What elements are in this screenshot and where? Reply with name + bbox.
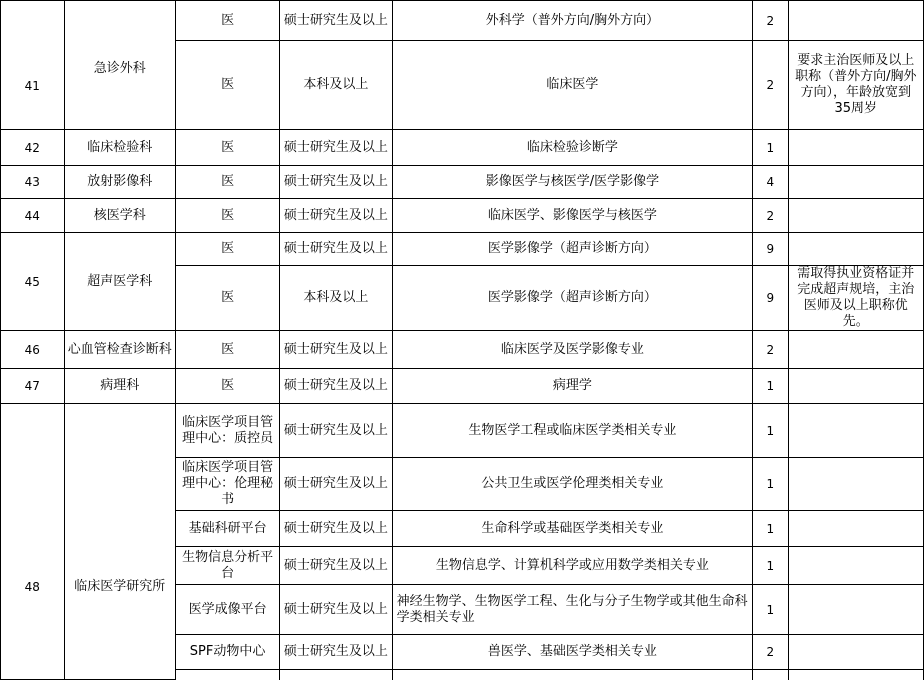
major-cell: 兽医学、基础医学类相关专业	[392, 635, 752, 670]
note-cell	[788, 635, 923, 670]
note-cell: 要求主治医师及以上职称（普外方向/胸外方向），年龄放宽到35周岁	[788, 41, 923, 130]
row-number: 42	[1, 130, 65, 166]
education-cell: 硕士研究生及以上	[280, 369, 393, 404]
major-cell: 临床医学及医学影像专业	[392, 331, 752, 369]
department-cell: 心血管检查诊断科	[64, 331, 175, 369]
position-type-cell: 生物信息分析平台	[176, 547, 280, 585]
position-type-cell: 医	[176, 233, 280, 266]
count-cell: 1	[753, 585, 788, 635]
note-cell	[788, 331, 923, 369]
position-type-cell: 医	[176, 331, 280, 369]
table-row	[1, 166, 924, 199]
row-number: 45	[1, 233, 65, 331]
education-cell: 本科及以上	[280, 266, 393, 331]
education-cell: 硕士研究生及以上	[280, 166, 393, 199]
count-cell: 1	[753, 511, 788, 547]
count-cell: 1	[753, 130, 788, 166]
education-cell: 硕士研究生及以上	[280, 130, 393, 166]
major-cell: 生命科学或基础医学类相关专业	[392, 511, 752, 547]
position-type-cell: 医学成像平台	[176, 585, 280, 635]
note-cell	[788, 130, 923, 166]
major-cell: 临床检验诊断学	[392, 130, 752, 166]
major-cell: 临床医学	[392, 41, 752, 130]
education-cell: 硕士研究生及以上	[280, 404, 393, 458]
education-cell: 硕士研究生及以上	[280, 458, 393, 511]
major-cell: 神经生物学、生物医学工程、生化与分子生物学或其他生命科学类相关专业	[392, 585, 752, 635]
education-cell: 硕士研究生及以上	[280, 233, 393, 266]
major-cell: 生物信息学、计算机科学或应用数学类相关专业	[392, 547, 752, 585]
note-cell	[788, 404, 923, 458]
row-number: 43	[1, 166, 65, 199]
table-row	[1, 331, 924, 369]
education-cell: 本科及以上	[280, 41, 393, 130]
note-cell	[788, 369, 923, 404]
count-cell: 1	[753, 458, 788, 511]
note-cell	[788, 547, 923, 585]
department-cell: 超声医学科	[64, 233, 175, 331]
note-cell	[788, 199, 923, 233]
note-cell	[788, 511, 923, 547]
department-cell: 临床检验科	[64, 130, 175, 166]
major-cell: 医学影像学（超声诊断方向）	[392, 266, 752, 331]
note-cell	[788, 585, 923, 635]
note-cell	[788, 458, 923, 511]
education-cell: 硕士研究生及以上	[280, 635, 393, 670]
department-cell: 核医学科	[64, 199, 175, 233]
empty-cell	[392, 670, 752, 680]
count-cell: 1	[753, 369, 788, 404]
row-number: 44	[1, 199, 65, 233]
education-cell: 硕士研究生及以上	[280, 511, 393, 547]
position-type-cell: 临床医学项目管理中心：伦理秘书	[176, 458, 280, 511]
education-cell: 硕士研究生及以上	[280, 1, 393, 41]
count-cell: 2	[753, 199, 788, 233]
count-cell: 9	[753, 266, 788, 331]
table-row	[1, 1, 924, 41]
empty-cell	[753, 670, 788, 680]
table-row	[1, 369, 924, 404]
position-type-cell: 医	[176, 266, 280, 331]
table-row	[1, 233, 924, 266]
education-cell: 硕士研究生及以上	[280, 331, 393, 369]
count-cell: 9	[753, 233, 788, 266]
major-cell: 病理学	[392, 369, 752, 404]
row-number: 47	[1, 369, 65, 404]
table-row	[1, 130, 924, 166]
row-number: 48	[1, 404, 65, 680]
major-cell: 临床医学、影像医学与核医学	[392, 199, 752, 233]
position-type-cell: 基础科研平台	[176, 511, 280, 547]
major-cell: 生物医学工程或临床医学类相关专业	[392, 404, 752, 458]
table-row	[1, 404, 924, 458]
department-cell: 急诊外科	[64, 1, 175, 130]
position-type-cell: 医	[176, 199, 280, 233]
major-cell: 公共卫生或医学伦理类相关专业	[392, 458, 752, 511]
table-row	[1, 199, 924, 233]
note-cell	[788, 166, 923, 199]
position-type-cell: 医	[176, 41, 280, 130]
count-cell: 2	[753, 41, 788, 130]
major-cell: 医学影像学（超声诊断方向）	[392, 233, 752, 266]
count-cell: 2	[753, 635, 788, 670]
position-type-cell: 医	[176, 1, 280, 41]
note-cell	[788, 233, 923, 266]
department-cell: 放射影像科	[64, 166, 175, 199]
major-cell: 外科学（普外方向/胸外方向）	[392, 1, 752, 41]
count-cell: 2	[753, 1, 788, 41]
note-cell	[788, 1, 923, 41]
education-cell: 硕士研究生及以上	[280, 199, 393, 233]
education-cell: 硕士研究生及以上	[280, 585, 393, 635]
note-cell: 需取得执业资格证并完成超声规培，主治医师及以上职称优先。	[788, 266, 923, 331]
position-type-cell: 医	[176, 130, 280, 166]
department-cell: 病理科	[64, 369, 175, 404]
count-cell: 4	[753, 166, 788, 199]
empty-cell	[280, 670, 393, 680]
count-cell: 1	[753, 404, 788, 458]
empty-cell	[176, 670, 280, 680]
position-type-cell: 医	[176, 166, 280, 199]
position-type-cell: 医	[176, 369, 280, 404]
major-cell: 影像医学与核医学/医学影像学	[392, 166, 752, 199]
department-cell: 临床医学研究所	[64, 404, 175, 680]
position-type-cell: 临床医学项目管理中心：质控员	[176, 404, 280, 458]
position-type-cell: SPF动物中心	[176, 635, 280, 670]
row-number: 41	[1, 1, 65, 130]
education-cell: 硕士研究生及以上	[280, 547, 393, 585]
count-cell: 2	[753, 331, 788, 369]
row-number: 46	[1, 331, 65, 369]
empty-cell	[788, 670, 923, 680]
count-cell: 1	[753, 547, 788, 585]
